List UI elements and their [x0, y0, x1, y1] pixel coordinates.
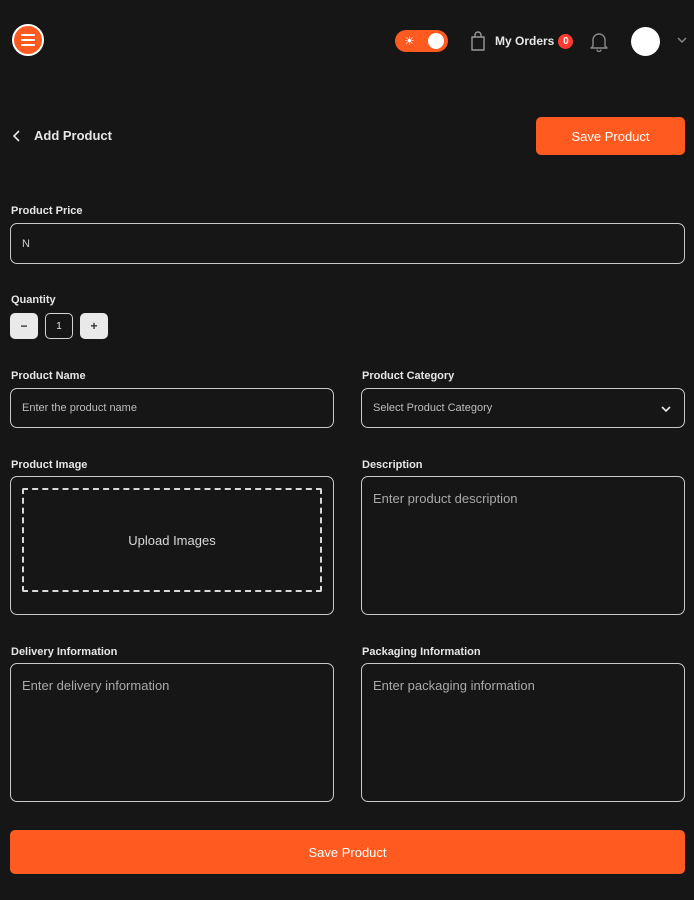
- sun-icon: ☀: [404, 34, 415, 48]
- bell-icon[interactable]: [589, 30, 609, 52]
- product-price-label: Product Price: [11, 205, 83, 217]
- product-image-label: Product Image: [11, 459, 88, 471]
- delivery-information-textarea[interactable]: [10, 663, 334, 802]
- description-label: Description: [362, 459, 423, 471]
- product-name-placeholder: Enter the product name: [22, 402, 137, 414]
- toggle-knob: [428, 33, 444, 49]
- product-price-value: N: [22, 237, 30, 250]
- packaging-information-label: Packaging Information: [362, 646, 481, 658]
- product-price-input[interactable]: [10, 223, 685, 264]
- shopping-bag-icon: [469, 30, 487, 52]
- orders-count-badge: 0: [558, 34, 573, 49]
- packaging-information-textarea[interactable]: [361, 663, 685, 802]
- menu-icon: [21, 34, 35, 36]
- save-product-button-bottom[interactable]: Save Product: [10, 830, 685, 874]
- my-orders-label: My Orders: [495, 34, 555, 48]
- chevron-left-icon: [12, 129, 22, 143]
- chevron-down-icon: [660, 404, 672, 414]
- avatar[interactable]: [631, 27, 660, 56]
- quantity-decrement-button[interactable]: −: [10, 313, 38, 339]
- product-name-label: Product Name: [11, 370, 86, 382]
- description-placeholder: Enter product description: [373, 491, 518, 506]
- packaging-information-placeholder: Enter packaging information: [373, 678, 535, 693]
- upload-images-label: Upload Images: [128, 532, 216, 548]
- save-product-button-top[interactable]: Save Product: [536, 117, 685, 155]
- product-name-input[interactable]: [10, 388, 334, 428]
- quantity-increment-button[interactable]: +: [80, 313, 108, 339]
- quantity-label: Quantity: [11, 294, 56, 306]
- product-image-field: [10, 476, 334, 615]
- upload-images-dropzone[interactable]: [22, 488, 322, 592]
- page-header: [0, 116, 694, 156]
- delivery-information-placeholder: Enter delivery information: [22, 678, 170, 693]
- my-orders-link[interactable]: [469, 30, 573, 52]
- description-textarea[interactable]: [361, 476, 685, 615]
- back-link[interactable]: [12, 128, 112, 143]
- product-category-selected: Select Product Category: [373, 402, 493, 414]
- product-category-label: Product Category: [362, 370, 455, 382]
- top-bar: [0, 0, 694, 82]
- page-title: Add Product: [34, 128, 112, 143]
- quantity-value[interactable]: 1: [45, 313, 73, 339]
- theme-toggle[interactable]: [395, 30, 448, 52]
- menu-button[interactable]: [12, 24, 44, 56]
- delivery-information-label: Delivery Information: [11, 646, 118, 658]
- product-category-select[interactable]: [361, 388, 685, 428]
- chevron-down-icon[interactable]: [676, 34, 688, 46]
